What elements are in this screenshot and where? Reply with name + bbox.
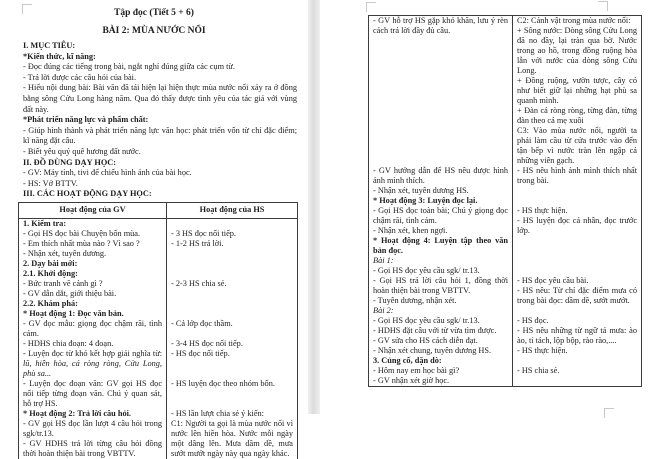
text-line: - GV gọi HS đọc lần lượt 4 câu hỏi trong sgk/tr.13.	[23, 418, 162, 438]
gv-cell	[369, 316, 513, 326]
table-row	[19, 349, 297, 379]
text-line: - Giúp hình thành và phát triển năng lực văn học: phát triển vốn từ chỉ đặc điểm; kĩ năng đặt câu.	[23, 125, 297, 146]
text-line: C1: Người ta gọi là mùa nước nổi vì nước lên hiền hòa. Nước mỗi ngày một dâng lên. Mưa dầm dề, mưa sướt mướt ngày này qua ngày khác.	[171, 418, 293, 458]
text-line: - GV: Máy tính, tivi để chiếu hình ảnh của bài học.	[23, 168, 192, 178]
text-line: - Gọi HS đọc yêu cầu sgk/ tr.13.	[373, 316, 480, 325]
text-line: - Gọi HS đọc toàn bài; Chú ý giọng đọc chậm rãi, tình cảm.	[373, 206, 508, 225]
page-right	[320, 0, 650, 414]
text-line: - GV hỗ trợ HS gặp khó khăn, lưu ý rèn cách trả lời đầy đủ câu.	[373, 16, 508, 35]
hs-cell	[513, 206, 641, 236]
text-line: + Đồng ruộng, vườn tược, cây cỏ như biết giữ lại những hạt phù sa quanh mình.	[517, 76, 637, 105]
gv-cell	[369, 356, 513, 366]
text-line: * Hoạt động 4: Luyện tập theo văn bản đọc.	[373, 236, 508, 255]
table-row	[19, 249, 297, 259]
gv-cell	[369, 276, 513, 306]
text-line: - Biết yêu quý quê hương đất nước.	[23, 146, 141, 156]
text-line: I. MỤC TIÊU:	[23, 41, 76, 50]
table-row	[19, 229, 297, 239]
gv-cell	[19, 259, 167, 269]
table-row	[19, 259, 297, 269]
gv-cell	[369, 306, 513, 316]
table-row	[19, 339, 297, 349]
table-row	[369, 166, 641, 196]
gv-column-header: Hoạt động của GV	[19, 203, 167, 218]
hs-cell	[513, 316, 641, 326]
text-line: + Đàn cá ròng ròng, từng đàn, từng đàn theo cá mẹ xuôi	[517, 106, 637, 125]
text-line: C3: Vào mùa nước nổi, người ta phải làm cầu từ cửa trước vào đến tận bếp vì nước tràn lên ngập cả những viên gạch.	[517, 126, 637, 165]
table-row	[369, 196, 641, 206]
table-row	[19, 319, 297, 339]
hs-cell	[167, 299, 297, 309]
text-line: - GV dẫn dắt, giới thiệu bài.	[23, 288, 117, 298]
hs-cell	[513, 346, 641, 356]
text-line: - HS luyện đọc cá nhân, đọc trước lớp.	[517, 216, 637, 235]
hs-cell	[167, 269, 297, 279]
text-line: 1. Kiểm tra:	[23, 218, 67, 228]
hs-cell	[167, 259, 297, 269]
table-row	[369, 376, 641, 386]
table-header-row	[19, 203, 297, 219]
text-line: - HS chia sẻ.	[517, 366, 560, 375]
text-line: - HS đọc.	[517, 316, 549, 325]
page-left	[0, 0, 308, 458]
text-line: *Kiến thức, kĩ năng:	[23, 51, 96, 61]
gv-cell	[19, 339, 167, 349]
text-line: Bài 1:	[373, 256, 394, 265]
gv-cell	[369, 366, 513, 376]
gv-cell	[19, 219, 167, 229]
page-corner-mark	[604, 408, 614, 418]
lesson-title: BÀI 2: MÙA NƯỚC NỔI	[102, 26, 206, 36]
text-line: - HS thực hiện.	[517, 206, 568, 215]
text-line: - HDHS chia đoạn: 4 đoạn.	[23, 338, 114, 348]
text-line: - Bức tranh vẽ cảnh gì ?	[23, 278, 103, 288]
hs-cell	[167, 409, 297, 459]
gv-cell	[369, 236, 513, 276]
table-row	[369, 346, 641, 356]
text-line: * Hoạt động 1: Đọc văn bản.	[23, 308, 124, 318]
text-line: 3. Củng cố, dặn dò:	[373, 356, 442, 365]
hs-cell	[167, 319, 297, 339]
text-line: - Nhận xét, khen ngợi.	[373, 226, 448, 235]
text-line: 2. Dạy bài mới:	[23, 258, 78, 268]
table-row	[369, 206, 641, 236]
gv-cell	[369, 346, 513, 356]
text-line: - Hôm nay em học bài gì?	[373, 366, 460, 375]
text-line: - HS nêu hình ảnh mình thích nhất trong bài.	[517, 166, 637, 185]
gv-cell	[19, 229, 167, 239]
gv-cell	[19, 269, 167, 279]
gv-cell	[369, 206, 513, 236]
table-row	[19, 299, 297, 309]
table-row	[19, 279, 297, 289]
text-line: - HS luyện đọc theo nhóm bốn.	[171, 378, 275, 388]
text-line: - 2-3 HS chia sẻ.	[171, 278, 227, 288]
text-line: - Nhận xét chung, tuyên dương HS.	[373, 346, 492, 355]
table-row	[369, 16, 641, 166]
hs-cell	[513, 166, 641, 196]
hs-cell	[167, 339, 297, 349]
table-body-page1	[19, 219, 297, 459]
text-line: * Hoạt động 2: Trả lời câu hỏi.	[23, 408, 132, 418]
gv-cell	[19, 279, 167, 289]
gv-cell	[369, 196, 513, 206]
page-gap	[308, 0, 320, 414]
table-row	[369, 356, 641, 366]
activities-table-page1	[18, 202, 298, 459]
hs-cell	[167, 289, 297, 299]
table-row	[369, 366, 641, 376]
text-line: - Gọi HS đọc yêu cầu sgk/ tr.13.	[373, 266, 480, 275]
text-line: - Nhận xét, tuyên dương HS.	[373, 186, 469, 195]
gv-cell	[19, 289, 167, 299]
hs-cell	[513, 196, 641, 206]
text-line: - GV HDHS trả lời từng câu hỏi đồng thời hoàn thiện bài trong VBTTV.	[23, 438, 162, 458]
activities-table-page2	[368, 15, 642, 387]
text-line: - Nhận xét, tuyên dương.	[23, 248, 107, 258]
gv-cell	[19, 249, 167, 259]
text-line: - HS nêu: Từ chỉ đặc điểm mưa có trong bài đọc: dầm dề, sướt mướt.	[517, 286, 637, 305]
text-line: - HS: Vở BTTV.	[23, 178, 78, 188]
text-line: C2: Cảnh vật trong mùa nước nổi:	[517, 16, 631, 25]
hs-cell	[167, 279, 297, 289]
text-line: - GV sửa cho HS cách diễn đạt.	[373, 336, 478, 345]
hs-cell	[167, 239, 297, 249]
hs-cell	[167, 249, 297, 259]
text-line: - Gọi HS đọc bài Chuyện bốn mùa.	[23, 228, 141, 238]
gv-cell	[19, 309, 167, 319]
hs-cell	[513, 376, 641, 386]
gv-cell	[369, 376, 513, 386]
table-row	[369, 326, 641, 346]
gv-cell	[19, 379, 167, 409]
text-line: - Hiểu nội dung bài: Bài văn đã tái hiện lại hiện thực mùa nước nổi xảy ra ở đồng bằng sông Cửu Long hàng năm. Qua đó thấy được tình yêu của tác giả với vùng đất này.	[23, 83, 297, 114]
text-line: - Em thích nhất mùa nào ? Vì sao ?	[23, 238, 140, 248]
hs-cell	[513, 236, 641, 276]
text-line: - Luyện đọc đoạn văn: GV gọi HS đọc nối tiếp từng đoạn văn. Chú ý quan sát, hỗ trợ HS.	[23, 378, 162, 408]
hs-cell	[513, 326, 641, 346]
gv-cell	[19, 239, 167, 249]
hs-cell	[167, 309, 297, 319]
table-row	[369, 276, 641, 306]
gv-cell	[19, 319, 167, 339]
text-line: - Tuyên dương, nhận xét.	[373, 296, 457, 305]
objectives-section	[23, 41, 297, 200]
table-row	[369, 236, 641, 276]
text-line: - 3 HS đọc nối tiếp.	[171, 228, 236, 238]
gv-cell	[369, 166, 513, 196]
text-line: 2.1. Khởi động:	[23, 268, 78, 278]
hs-cell	[513, 276, 641, 306]
text-line: - Gọi HS trả lời câu hỏi 1, đồng thời hoàn thiện bài trong VBTTV.	[373, 276, 508, 295]
text-line: - HS đọc nối tiếp.	[171, 348, 230, 358]
hs-cell	[167, 219, 297, 229]
gv-cell	[19, 349, 167, 379]
table-row	[19, 309, 297, 319]
table-row	[19, 239, 297, 249]
text-line: - 3-4 HS đọc nối tiếp.	[171, 338, 243, 348]
hs-cell	[513, 306, 641, 316]
gv-cell	[19, 409, 167, 459]
text-line: - HS nêu những từ ngữ tả mưa: ào ào, tí tách, lộp bộp, rào rào,....	[517, 326, 637, 345]
gv-cell	[369, 16, 513, 166]
page-corner-mark	[366, 2, 376, 12]
gv-cell	[19, 299, 167, 309]
table-row	[19, 269, 297, 279]
text-line: - HS thực hiện.	[517, 346, 568, 355]
table-row	[369, 306, 641, 316]
table-row	[369, 316, 641, 326]
text-line: - Trả lời được các câu hỏi của bài.	[23, 72, 137, 82]
page-corner-mark	[598, 1, 608, 11]
table-row	[19, 289, 297, 299]
text-line: Bài 2:	[373, 306, 394, 315]
hs-cell	[513, 16, 641, 166]
hs-cell	[167, 379, 297, 409]
text-line: - Đọc đúng các tiếng trong bài, ngắt nghỉ đúng giữa các cụm từ.	[23, 62, 235, 72]
text-line: + Sông nước: Dòng sông Cửu Long đã no đầy, lại tràn qua bờ. Nước trong ao hồ, trong đồng ruộng hòa lẫn với nước của dòng sông Cửu Long.	[517, 26, 637, 75]
gv-cell	[369, 326, 513, 346]
table-row	[19, 379, 297, 409]
table-row	[19, 219, 297, 229]
text-line: - HS lần lượt chia sẻ ý kiến:	[171, 408, 264, 418]
hs-cell	[167, 229, 297, 239]
text-line: - GV hướng dẫn để HS nêu được hình ảnh mình thích.	[373, 166, 508, 185]
text-line: III. CÁC HOẠT ĐỘNG DẠY HỌC:	[23, 189, 152, 199]
text-line: - Cả lớp đọc thầm.	[171, 318, 233, 328]
lesson-subject-title: Tập đọc (Tiết 5 + 6)	[114, 8, 194, 18]
text-line: 2.2. Khám phá:	[23, 298, 78, 308]
page-corner-mark	[22, 4, 32, 14]
hs-column-header: Hoạt động của HS	[199, 204, 265, 214]
text-line: *Phát triển năng lực và phẩm chất:	[23, 115, 149, 125]
text-line: - GV đọc mẫu: giọng đọc chậm rãi, tình cảm.	[23, 318, 162, 338]
hs-cell	[513, 366, 641, 376]
table-row	[19, 409, 297, 459]
text-line: II. ĐỒ DÙNG DẠY HỌC:	[23, 157, 117, 167]
hs-cell	[513, 356, 641, 366]
text-line: - 1-2 HS trả lời.	[171, 238, 224, 248]
text-line: - GV nhận xét giờ học.	[373, 376, 450, 385]
text-line: - HDHS đặt câu với từ vừa tìm được.	[373, 326, 497, 335]
hs-cell	[167, 349, 297, 379]
text-line: - HS đọc yêu cầu bài.	[517, 276, 589, 285]
text-line: * Hoạt động 3: Luyện đọc lại.	[373, 196, 478, 205]
text-line: - Luyện đọc từ khó kết hợp giải nghĩa từ: lũ, hiền hòa, cá ròng ròng, Cửu Long, phù sa...	[23, 348, 162, 378]
